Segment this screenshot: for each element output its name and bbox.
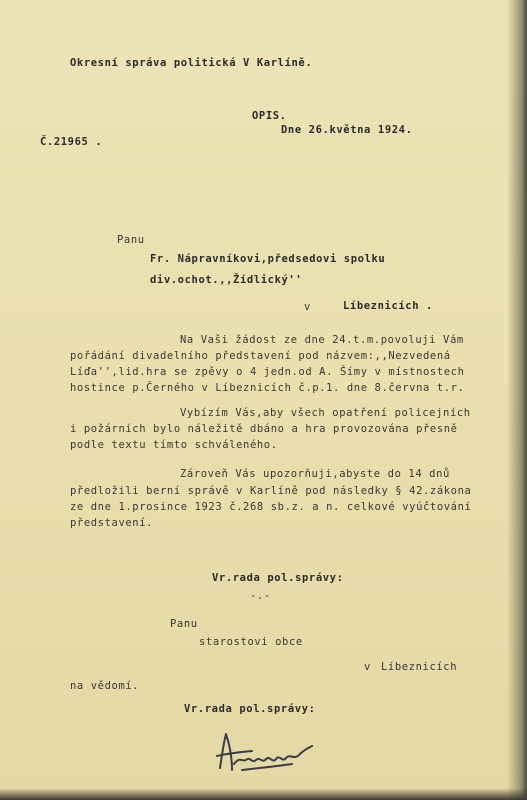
cc-note: na vědomí. xyxy=(70,680,140,692)
page-edge-shadow-bottom xyxy=(0,788,527,800)
reference-number: Č.21965 . xyxy=(40,136,103,148)
body-line: pořádání divadelního představení pod názvem:,,Nezvedená xyxy=(70,350,451,362)
signature-dash: -.- xyxy=(250,590,271,602)
recipient-line-2: div.ochot.,,Žídlický'' xyxy=(150,274,303,286)
cc-place-prefix: v xyxy=(364,661,371,673)
body-line: Líďa'',lid.hra se zpěvy o 4 jedn.od A. Šímy v místnostech xyxy=(70,366,465,378)
cc-recipient: starostovi obce xyxy=(199,636,303,648)
office-heading: Okresní správa politická V Karlíně. xyxy=(70,57,313,69)
place-prefix: v xyxy=(304,301,311,313)
signature-title-1: Vr.rada pol.správy: xyxy=(212,572,344,584)
place-name: Líbeznicích . xyxy=(343,300,433,312)
page-edge-shadow-right xyxy=(507,0,527,800)
body-line: představení. xyxy=(70,517,154,529)
cc-place-name: Líbeznicích xyxy=(381,661,458,673)
cc-salutation: Panu xyxy=(170,618,198,630)
body-line: Vybízím Vás,aby všech opatření policejních xyxy=(180,407,471,419)
body-line: podle textu tímto schváleného. xyxy=(70,439,278,451)
handwritten-signature xyxy=(212,726,317,780)
body-line: i požárních bylo náležitě dbáno a hra provozována přesně xyxy=(70,423,458,435)
signature-title-2: Vr.rada pol.správy: xyxy=(184,703,316,715)
body-line: předložili berní správě v Karlíně pod následky § 42.zákona xyxy=(70,485,472,497)
body-line: ze dne 1.prosince 1923 č.268 sb.z. a n. celkové vyúčtování xyxy=(70,501,472,513)
body-line: hostince p.Černého v Líbeznicích č.p.1. dne 8.června t.r. xyxy=(70,382,465,394)
salutation: Panu xyxy=(117,234,145,246)
date-line: Dne 26.května 1924. xyxy=(281,124,413,136)
body-line: Zároveň Vás upozorňuji,abyste do 14 dnů xyxy=(180,468,450,480)
recipient-line-1: Fr. Nápravníkovi,předsedovi spolku xyxy=(150,253,386,265)
body-line: Na Vaši žádost ze dne 24.t.m.povoluji Vám xyxy=(180,334,464,346)
copy-label: OPIS. xyxy=(252,110,287,122)
